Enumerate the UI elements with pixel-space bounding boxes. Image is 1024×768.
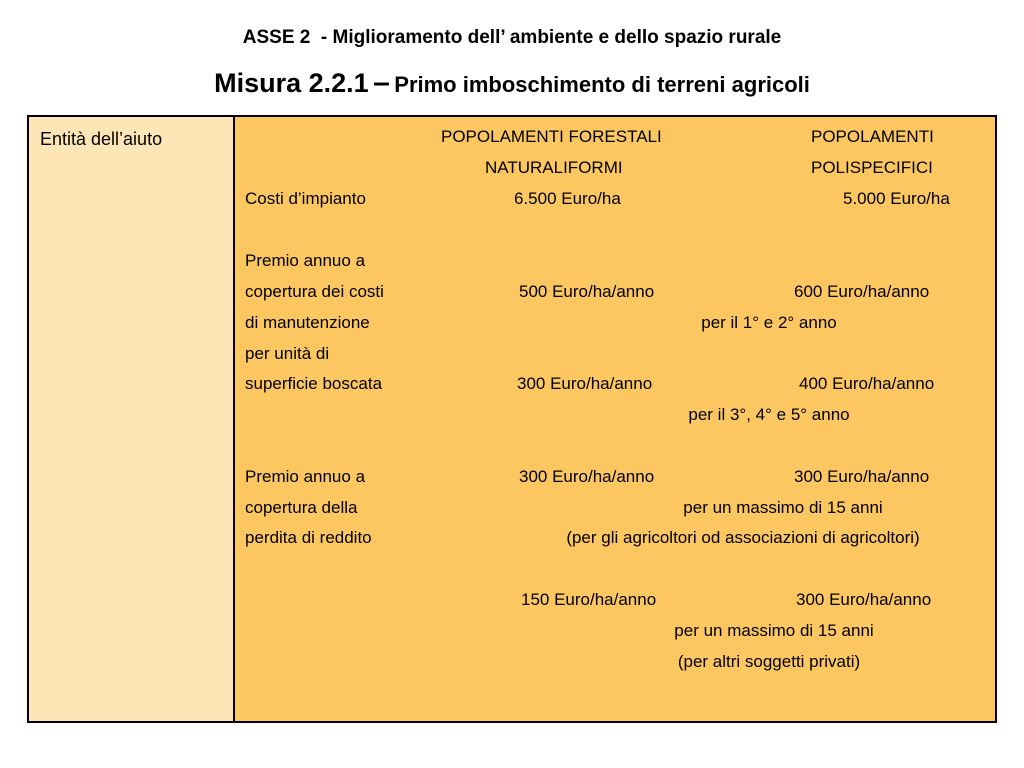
perdita-label-3: perdita di reddito [245,528,372,547]
manut-label-4: per unità di [245,344,330,363]
manut-r2-col1: 300 Euro/ha/anno [517,374,653,393]
manut-r2-note: per il 3°, 4° e 5° anno [688,405,850,424]
costi-col1: 6.500 Euro/ha [514,189,621,208]
costi-col2: 5.000 Euro/ha [843,189,950,208]
header-line-2 [0,66,1024,100]
title-dash: – [373,66,390,99]
measure-subtitle: Primo imboschimento di terreni agricoli [394,72,810,97]
perdita-r2-col1: 150 Euro/ha/anno [521,590,657,609]
left-label: Entità dell’aiuto [40,129,163,149]
perdita-r2-note1: per un massimo di 15 anni [674,621,874,640]
perdita-r2-col2: 300 Euro/ha/anno [796,590,932,609]
col1-header-2: NATURALIFORMI [485,158,623,177]
measure-title: Misura 2.2.1 [214,68,369,98]
manut-label-3: di manutenzione [245,313,370,332]
manut-r1-col1: 500 Euro/ha/anno [519,282,655,301]
perdita-r1-col1: 300 Euro/ha/anno [519,467,655,486]
col2-header-2: POLISPECIFICI [811,158,933,177]
col2-header-1: POPOLAMENTI [811,127,934,146]
manut-r2-col2: 400 Euro/ha/anno [799,374,935,393]
perdita-label-1: Premio annuo a [245,467,366,486]
perdita-r1-col2: 300 Euro/ha/anno [794,467,930,486]
perdita-label-2: copertura della [245,498,358,517]
perdita-r2-note2: (per altri soggetti privati) [677,652,861,671]
manut-label-5: superficie boscata [245,374,383,393]
header-line-1: ASSE 2 - Miglioramento dell’ ambiente e dello spazio rurale [242,27,782,48]
manut-label-1: Premio annuo a [245,251,366,270]
col1-header-1: POPOLAMENTI FORESTALI [441,127,662,146]
manut-label-2: copertura dei costi [245,282,384,301]
costi-label: Costi d’impianto [245,189,366,208]
manut-r1-note: per il 1° e 2° anno [701,313,837,332]
perdita-r1-note2: (per gli agricoltori od associazioni di agricoltori) [566,528,920,547]
perdita-r1-note1: per un massimo di 15 anni [683,498,883,517]
right-column [235,117,995,721]
manut-r1-col2: 600 Euro/ha/anno [794,282,930,301]
left-column [29,117,235,721]
aid-table [27,115,997,723]
